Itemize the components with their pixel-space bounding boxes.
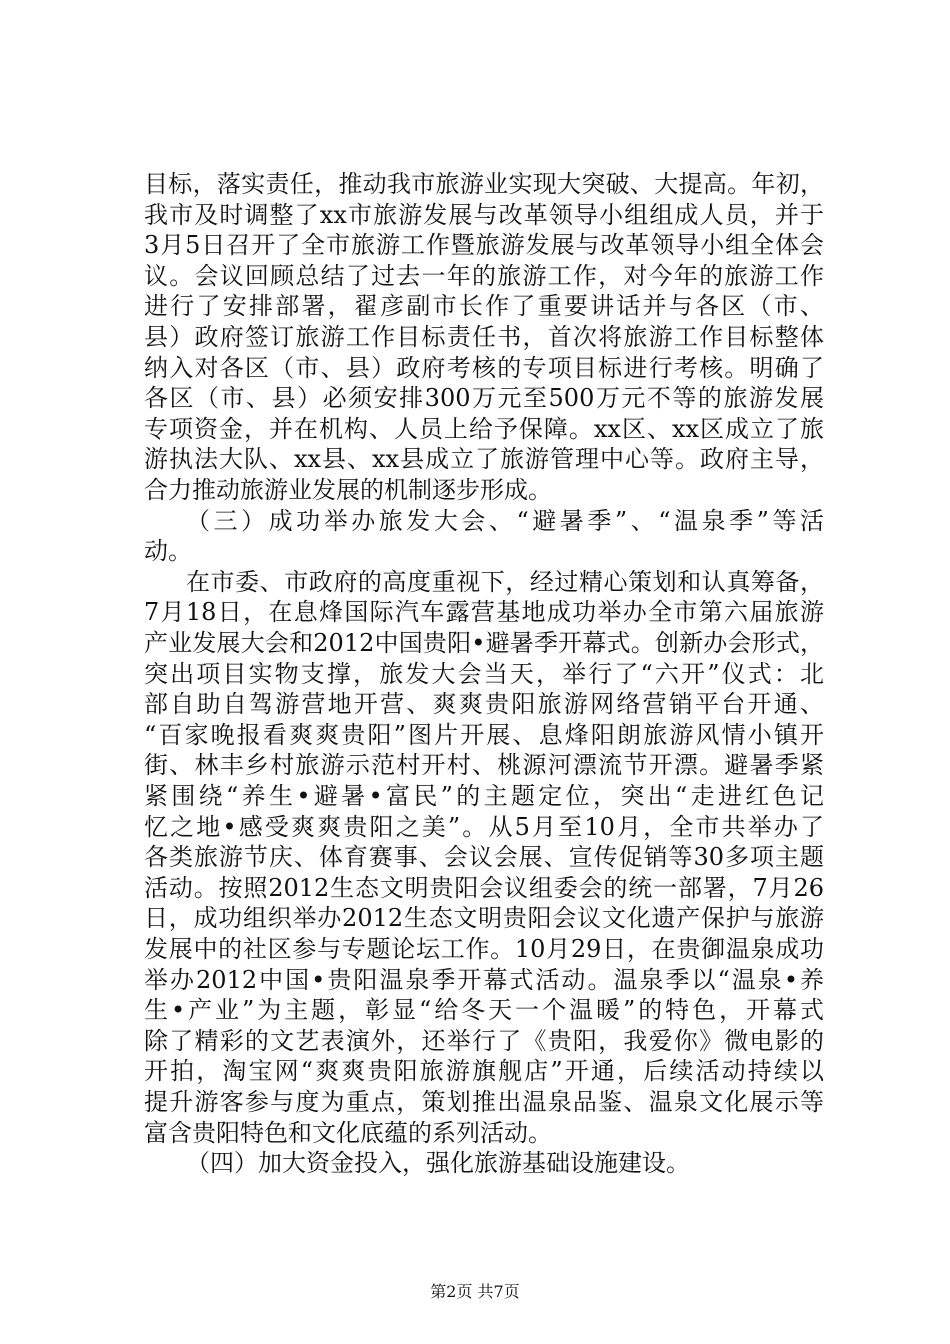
body-text-line: 忆之地•感受爽爽贵阳之美”。从5月至10月，全市共举办了 bbox=[144, 812, 824, 841]
body-text-line: 生•产业”为主题，彰显“给冬天一个温暖”的特色，开幕式 bbox=[144, 996, 824, 1025]
body-text-line: 3月5日召开了全市旅游工作暨旅游发展与改革领导小组全体会 bbox=[144, 231, 824, 260]
section-heading-three-continued: 动。 bbox=[144, 537, 192, 566]
body-text-line: 专项资金，并在机构、人员上给予保障。xx区、xx区成立了旅 bbox=[144, 414, 824, 443]
paragraph-end-line: 合力推动旅游业发展的机制逐步形成。 bbox=[144, 476, 552, 504]
body-text-line: 各区（市、县）必须安排300万元至500万元不等的旅游发展 bbox=[144, 384, 824, 413]
body-text-line: 议。会议回顾总结了过去一年的旅游工作，对今年的旅游工作 bbox=[144, 261, 824, 290]
body-text-line: 举办2012中国•贵阳温泉季开幕式活动。温泉季以“温泉•养 bbox=[144, 965, 824, 994]
body-text-line: 纳入对各区（市、县）政府考核的专项目标进行考核。明确了 bbox=[144, 353, 824, 382]
body-text-line: “百家晚报看爽爽贵阳”图片开展、息烽阳朗旅游风情小镇开 bbox=[144, 720, 824, 749]
body-text-line: 日，成功组织举办2012生态文明贵阳会议文化遗产保护与旅游 bbox=[144, 904, 824, 933]
body-text-line: 活动。按照2012生态文明贵阳会议组委会的统一部署，7月26 bbox=[144, 873, 824, 902]
body-text-line: 部自助自驾游营地开营、爽爽贵阳旅游网络营销平台开通、 bbox=[144, 690, 824, 719]
section-heading-four: （四）加大资金投入，强化旅游基础设施建设。 bbox=[186, 1149, 690, 1178]
page-number-footer: 第2页 共7页 bbox=[430, 1282, 520, 1301]
body-text-line: 提升游客参与度为重点，策划推出温泉品鉴、温泉文化展示等 bbox=[144, 1088, 824, 1116]
body-text-line: 突出项目实物支撑，旅发大会当天，举行了“六开”仪式：北 bbox=[144, 659, 824, 688]
body-text-line: 产业发展大会和2012中国贵阳•避暑季开幕式。创新办会形式， bbox=[144, 629, 824, 657]
body-text-line: 开拍，淘宝网“爽爽贵阳旅游旗舰店”开通，后续活动持续以 bbox=[144, 1057, 824, 1086]
body-text-line: 县）政府签订旅游工作目标责任书，首次将旅游工作目标整体 bbox=[144, 323, 824, 351]
paragraph-start-line: 在市委、市政府的高度重视下，经过精心策划和认真筹备， bbox=[186, 567, 824, 596]
section-heading-three: （三）成功举办旅发大会、“避暑季”、“温泉季”等活 bbox=[186, 506, 824, 535]
body-text-line: 除了精彩的文艺表演外，还举行了《贵阳，我爱你》微电影的 bbox=[144, 1026, 824, 1055]
body-text-line: 进行了安排部署，翟彦副市长作了重要讲话并与各区（市、 bbox=[144, 292, 824, 321]
body-text-line: 紧围绕“养生•避暑•富民”的主题定位，突出“走进红色记 bbox=[144, 782, 824, 810]
body-text-line: 目标，落实责任，推动我市旅游业实现大突破、大提高。年初， bbox=[144, 170, 824, 198]
body-text-line: 发展中的社区参与专题论坛工作。10月29日，在贵御温泉成功 bbox=[144, 935, 824, 963]
body-text-line: 我市及时调整了xx市旅游发展与改革领导小组组成人员，并于 bbox=[144, 200, 824, 229]
paragraph-end-line: 富含贵阳特色和文化底蕴的系列活动。 bbox=[144, 1118, 552, 1147]
body-text-line: 游执法大队、xx县、xx县成立了旅游管理中心等。政府主导， bbox=[144, 445, 824, 474]
body-text-line: 街、林丰乡村旅游示范村开村、桃源河漂流节开漂。避暑季紧 bbox=[144, 751, 824, 780]
body-text-line: 各类旅游节庆、体育赛事、会议会展、宣传促销等30多项主题 bbox=[144, 843, 824, 872]
body-text-line: 7月18日，在息烽国际汽车露营基地成功举办全市第六届旅游 bbox=[144, 598, 824, 627]
